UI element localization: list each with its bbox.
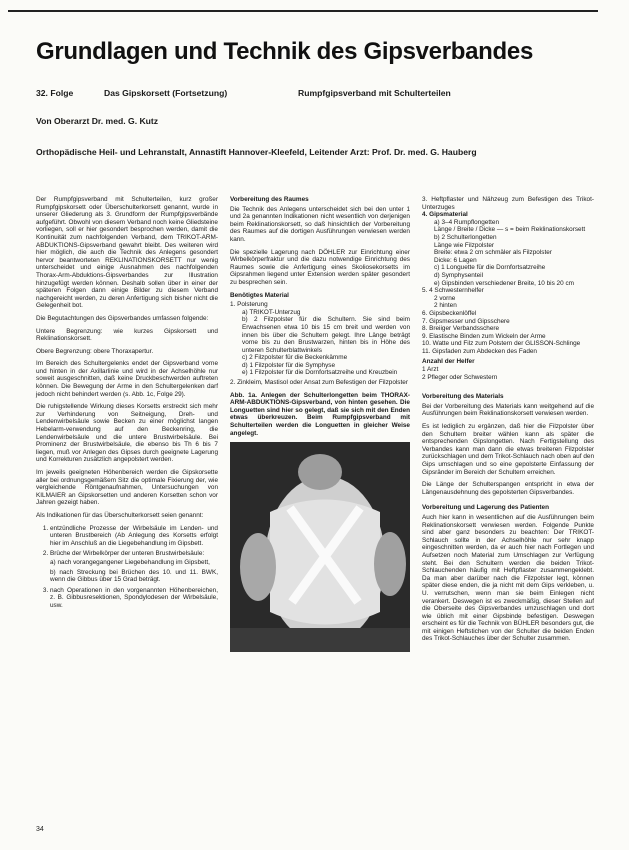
col2-paragraph: Die Technik des Anlegens unterscheidet sich bei den unter 1 und 2a genannten Indikationen nicht wesentlich von derjenigen beim Reklinationskorsett, so daß hinsichtlich der Vorbereitung des Raumes auf die dortigen Ausführungen verwiesen werden kann. [230, 205, 410, 243]
list-item: Breite: etwa 2 cm schmäler als Filzpolster [434, 249, 552, 257]
col3-paragraph: Es ist lediglich zu ergänzen, daß hier die Filzpolster über den Schultern breiter wählen kann als später die entsprechenden Gipslongetten. Nach Fertigstellung des Verbandes kann man dann die etwas breiteren Filzpolster zurückschlagen und dem Trikot-Schlauch nach oben auf den Gips umschlagen und so eine gepolsterte Einfassung der Gipsränder im Bereich der Schultern erreichen. [422, 423, 594, 476]
sub-list [50, 559, 218, 584]
list-item: 2 vorne [434, 294, 456, 302]
list-item: 2 hinten [434, 302, 457, 310]
list-item: 9. Elastische Binden zum Wickeln der Arme [422, 332, 546, 340]
list-item: c) 1 Longuette für die Dornfortsatzreihe [434, 264, 546, 272]
article-topic: Rumpfgipsverband mit Schulterteilen [298, 88, 451, 98]
column-1 [36, 196, 218, 614]
section-heading: Vorbereitung und Lagerung des Patienten [422, 504, 549, 512]
list-item: b) 2 Filzpolster für die Schultern. Sie sind beim Erwachsenen etwa 10 bis 15 cm breit und werden von innen bis über die Schultern gelegt. Ihre Länge beträgt vorne bis zu den Brustwarzen, hinten bis in Höhe des unteren Schulterblattwinkels [242, 316, 410, 354]
section-heading: Vorbereitung des Materials [422, 393, 504, 401]
col1-paragraph: Die Begutachtungen des Gipsverbandes umfassen folgende: [36, 314, 209, 322]
section-heading: Benötigtes Material [230, 291, 289, 299]
list-item: Dicke: 6 Lagen [434, 256, 477, 264]
col2-paragraph: Die spezielle Lagerung nach DÖHLER zur Einrichtung einer Wirbelkörperfraktur und die dazu notwendige Einrichtung des Raumes sowie die Anfertigung eines Skoliosekorsetts im Gipsrahmen liegend unter Extension werden später gesondert zu besprechen sein. [230, 248, 410, 286]
section-heading: Anzahl der Helfer [422, 358, 475, 366]
col1-paragraph: Der Rumpfgipsverband mit Schulterteilen, kurz großer Rumpfgipskorsett oder Überschulterkorsett genannt, wurde in unserer Gliederung als 3. Grundform der Rumpfgipsverbände aufgeführt. Obwohl von diesem Verband noch keine Gliedsteine vorliegen, soll er hier gesondert besprochen werden, damit die Kontinuität zum nachfolgenden Verband, dem TRIKOT-ARM-ABDUKTIONS-Gipsverband gewahrt bleibt. Des weiteren wird hier möglich, die auch die Technik des Anlegens gesondert hervor beantworteten REKLINATIONSKORSETT nur wenig unterscheidet und einige Ausnahmen des nachfolgenden Thorax-Arm-Abduktions-Gipsverbandes zur Illustration hinzugefügt werden können. Deshalb sollen über in einer der späteren Folgen dann einige Bilder zu diesem Verband nachgereicht werden, zu deren Anfertigung sich bisher nicht die Gelegenheit bot. [36, 196, 218, 310]
column-3 [422, 196, 594, 648]
section-heading: Vorbereitung des Raumes [230, 196, 309, 203]
list-item [50, 550, 218, 583]
list-item: d) Symphysenteil [434, 271, 484, 279]
col1-paragraph: Untere Begrenzung: wie kurzes Gipskorsett und Reklinationskorsett. [36, 327, 218, 343]
col1-paragraph: Die ruhigstellende Wirkung dieses Korsetts erstreckt sich mehr zur Verhinderung von Seitneigung, Dreh- und Lendenwirbelsäule sowie Becken zu einer möglichst langen Hebelarm-verwendung auf den Beckenring, die Lendenwirbelsäule und die untere Brustwirbelsäule. Bei Prominenz der Brustwirbelsäule, die ebenso bis Th 6 bis 7 liegen, muß vor Anlegen des Gipses durch geeignete Lagerung und Korrekturen zusätzlich angepolstert werden. [36, 403, 218, 464]
list-item: d) 1 Filzpolster für die Symphyse [242, 361, 336, 369]
list-item: Länge wie Filzpolster [434, 241, 495, 249]
column-2 [230, 196, 410, 652]
list-item: 1 Arzt [422, 366, 439, 374]
list-item: 11. Gipsfaden zum Abdecken des Faden [422, 347, 537, 355]
list-item: a) nach vorangegangener Liegebehandlung im Gipsbett, [50, 558, 210, 566]
patient-photo [230, 442, 410, 652]
list-item: 3. Heftpflaster und Nähzeug zum Befestigen des Trikot-Unterzuges [422, 196, 594, 211]
indication-list [36, 525, 218, 610]
series-subject: Das Gipskorsett (Fortsetzung) [104, 88, 228, 98]
page-number: 34 [36, 826, 44, 833]
list-item: b) 2 Schulterlongetten [434, 233, 497, 241]
list-item: c) 2 Filzpolster für die Beckenkämme [242, 354, 348, 362]
author-line: Von Oberarzt Dr. med. G. Kutz [36, 116, 159, 126]
list-item: 2. Zinkleim, Mastisol oder Ansat zum Befestigen der Filzpolster [230, 379, 408, 387]
col3-paragraph: Auch hier kann in wesentlichen auf die Ausführungen beim Reklinationskorsett verwiesen werden. Folgende Punkte sind aber ganz besonders zu beachten: Der TRIKOT-Schlauch sollte in der Achselhöhle nur sehr knapp eingeschnitten werden, da er auch hier nach Fortlegen und Aufsetzen noch Material zum Umschlagen zur Verfügung steht. Bei den Schultern werden die beiden Trikot-Schlauchenden häufig mit Heftpflaster zusammengeklebt. Da man aber darüber nach die Filzpolster legt, können später diese enden, die ja nicht mit dem Gips verkleben, u. U. verrutschen, wenn man sie beim Einlegen nicht verankert. Deswegen ist es zweckmäßig, dieser Stellen auf die Oberseite des Gipsverbandes umzuschlagen und dort wie üblich mit einer Gipsbinde befestigen. Deswegen erscheint es für die Technik von BÜHLER besonders gut, die mit einigen Heftstichen von der Schulter die beiden Enden des Trikot-Schlauches über der Schulter zusammen. [422, 513, 594, 643]
list-item: e) Gipsbinden verschiedener Breite, 10 bis 20 cm [434, 279, 574, 287]
list-item: 7. Gipsmesser und Gipsschere [422, 317, 510, 325]
list-item: 10. Watte und Filz zum Polstern der GLISSON-Schlinge [422, 340, 581, 348]
page-title: Grundlagen und Technik des Gipsverbandes [36, 38, 533, 65]
list-item: 6. Gipsbeckenlöffel [422, 309, 477, 317]
series-number: 32. Folge [36, 88, 74, 98]
list-item: 2 Pfleger oder Schwestern [422, 373, 498, 381]
list-item: 1. entzündliche Prozesse der Wirbelsäule im Lenden- und unteren Brustbereich (Ab Anlegung des Korsetts erfolgt hier im Anschluß an die Liegebehandlung im Gipsbett. [50, 525, 218, 548]
figure-caption: Abb. 1a. Anlegen der Schulterlongetten beim THORAX-ARM-ABDUKTIONS-Gipsverband, von hinten gesehen. Die Longuetten sind hier so gelegt, daß sie sich mit den Enden etwas überkreuzen. Beim Rumpfgipsverband mit Schulterteilen werden die Longuetten in gleicher Weise angelegt. [230, 391, 410, 437]
col3-paragraph: Die Länge der Schulterspangen entspricht in etwa der Längenausdehnung des gepolsterten Gipsverbandes. [422, 481, 594, 496]
list-item: b) nach Streckung bei Brüchen des 10. und 11. BWK, wenn die Gibbus über 15 Grad beträgt. [50, 568, 218, 584]
list-item: Länge / Breite / Dicke — s = beim Reklinationskorsett [434, 226, 586, 234]
list-item-text: Brüche der Wirbelkörper der unteren Brustwirbelsäule: [50, 550, 205, 558]
list-item: e) 1 Filzpolster für die Dornfortsatzreihe und Kreuzbein [242, 369, 398, 377]
material-lead: 1. Polsterung [230, 301, 268, 309]
top-rule [8, 10, 598, 12]
col1-paragraph: Obere Begrenzung: obere Thoraxapertur. [36, 347, 154, 355]
col1-paragraph: Im jeweils geeigneten Höhenbereich werden die Gipskorsette aller bei ordnungsgemäßem Sitz die optimale Fixierung der, wie vergleichende Röntgenaufnahmen, Untersuchungen von KILMAIER an Gipskorsetten und anderen Korsetten schon vor Jahren gezeigt haben. [36, 469, 218, 507]
list-item: a) 3–4 Rumpflongetten [434, 218, 500, 226]
affiliation-line: Orthopädische Heil- und Lehranstalt, Annastift Hannover-Kleefeld, Leitender Arzt: Prof. Dr. med. G. Hauberg [36, 147, 477, 157]
col1-paragraph: Im Bereich des Schultergelenks endet der Gipsverband vorne und hinten in der Axillarlinie und wird in der Achselhöhle nur soweit ausgeschnitten, daß keine Druckbeschwerden auftreten können. Die Bewegung der Arme in den Schultergelenken darf jedoch nicht behindert werden (s. Abb. 1c, Folge 29). [36, 360, 218, 398]
list-item: a) TRIKOT-Unterzug [242, 308, 301, 316]
list-item: 5. 4 Schwesternhelfer [422, 287, 484, 295]
list-item: 8. Breiiger Verbandsschere [422, 325, 500, 333]
patient-photo-image [230, 442, 410, 652]
list-item: 3. nach Operationen in den vorgenannten Höhenbereichen, z. B. Gibbusresektionen, Spondylodesen der Wirbelsäule, usw. [50, 587, 218, 610]
list-item: 4. Gipsmaterial [422, 211, 468, 219]
col1-paragraph: Als Indikationen für das Überschulterkorsett seien genannt: [36, 511, 204, 519]
col3-paragraph: Bei der Vorbereitung des Materials kann weitgehend auf die Ausführungen beim Reklinationskorsett verwiesen werden. [422, 402, 594, 418]
